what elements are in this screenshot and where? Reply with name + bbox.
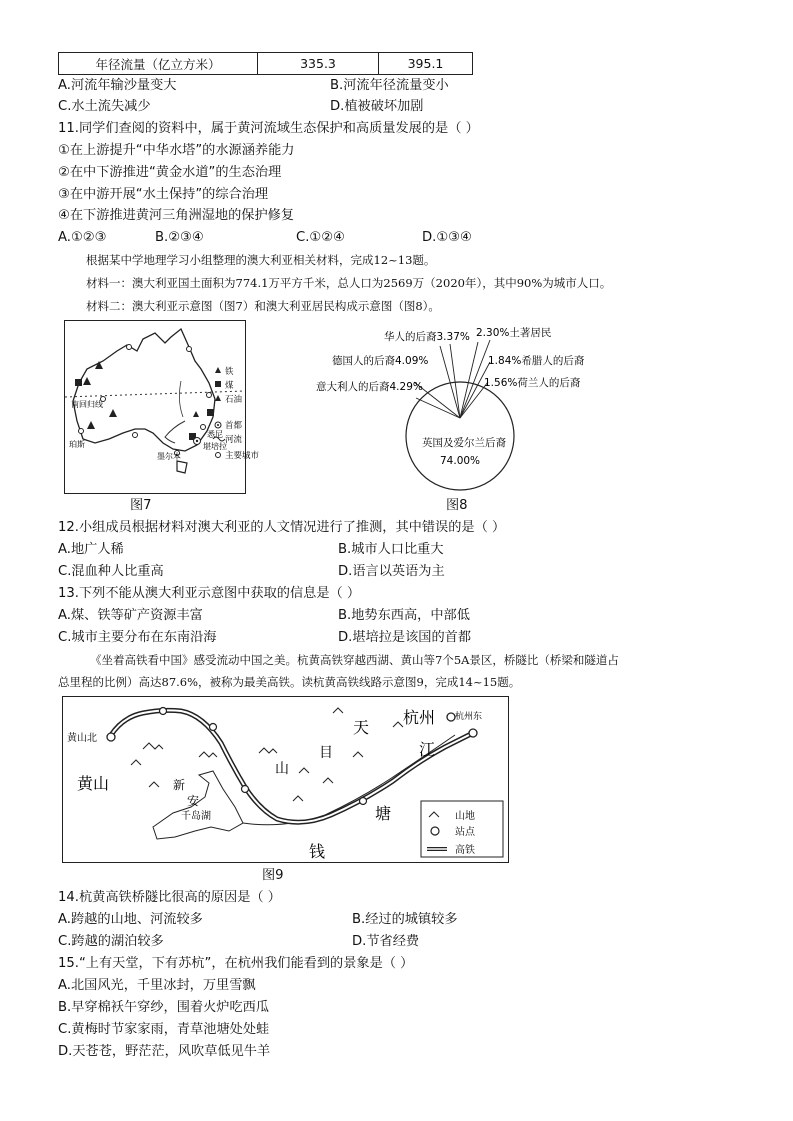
q14-stem: 14.杭黄高铁桥隧比很高的原因是（ ） (58, 890, 281, 905)
label-huangshan-north: 黄山北 (67, 733, 97, 744)
q15-option-d: D.天苍苍，野茫茫，风吹草低见牛羊 (58, 1044, 271, 1059)
iron-symbol (83, 377, 91, 385)
coal-symbol (75, 379, 82, 386)
city-dot (207, 393, 212, 398)
q11-option-a: A.①②③ (58, 230, 107, 245)
q13-option-a: A.煤、铁等矿产资源丰富 (58, 608, 203, 623)
label-qiandao: 千岛湖 (181, 811, 211, 822)
intro-14-15-line2: 总里程的比例）高达87.6%，被称为最美高铁。读杭黄高铁线路示意图9，完成14~15题。 (58, 675, 521, 689)
q10-option-d: D.植被破坏加剧 (330, 99, 424, 114)
coal-symbol (207, 409, 214, 416)
legend-mountain-label: 山地 (455, 811, 475, 822)
australia-map-drawing (65, 321, 260, 493)
label-british-pct: 74.00% (440, 455, 481, 467)
material-2: 材料二：澳大利亚示意图（图7）和澳大利亚居民构成示意图（图8）。 (86, 299, 440, 313)
label-hangzhou-east: 杭州东 (455, 712, 483, 722)
label-tian: 天 (353, 718, 370, 737)
legend-city-icon (216, 453, 221, 458)
table-value-cell: 335.3 (258, 53, 379, 75)
high-speed-rail (111, 710, 473, 822)
iron-symbol (87, 421, 95, 429)
label-german: 德国人的后裔4.09% (332, 355, 429, 367)
city-dot (133, 433, 138, 438)
high-speed-rail-inner (111, 710, 473, 822)
station (242, 786, 249, 793)
station-hangzhou-east (469, 729, 477, 737)
australia-map (64, 320, 260, 494)
legend-oil-label: 石油 (225, 395, 243, 405)
table-label-cell: 年径流量（亿立方米） (59, 53, 258, 75)
river (179, 381, 183, 417)
q15-stem: 15.“上有天堂，下有苏杭”，在杭州我们能看到的景象是（ ） (58, 956, 414, 971)
australia-outline (73, 329, 215, 451)
label-british: 英国及爱尔兰后裔 (422, 437, 506, 449)
legend-city-label: 主要城市 (225, 451, 260, 461)
fig9-caption: 图9 (262, 868, 284, 883)
q10-option-b: B.河流年径流量变小 (330, 78, 449, 93)
tasmania-outline (177, 461, 187, 473)
q11-statement-1: ①在上游提升“中华水塔”的水源涵养能力 (58, 143, 295, 158)
population-chart (300, 318, 600, 496)
q13-option-b: B.地势东西高，中部低 (338, 608, 470, 623)
station (160, 708, 167, 715)
oil-symbol (109, 409, 117, 417)
label-aboriginal: 2.30%土著居民 (476, 327, 552, 339)
legend-station-label: 站点 (455, 827, 475, 838)
fig8-caption: 图8 (446, 498, 468, 513)
label-an: 安 (187, 794, 200, 808)
station (360, 798, 367, 805)
label-qian: 钱 (309, 842, 326, 861)
q12-option-a: A.地广人稀 (58, 542, 124, 557)
q14-option-b: B.经过的城镇较多 (352, 912, 458, 927)
q13-stem: 13.下列不能从澳大利亚示意图中获取的信息是（ ） (58, 586, 361, 601)
population-pie (406, 382, 514, 490)
intro-14-15-line1: 《坐着高铁看中国》感受流动中国之美。杭黄高铁穿越西湖、黄山等7个5A景区，桥隧比（桥梁和隧道占 (90, 653, 619, 667)
q15-option-a: A.北国风光，千里冰封，万里雪飘 (58, 978, 256, 993)
oil-symbol (193, 411, 199, 417)
q11-statement-2: ②在中下游推进“黄金水道”的生态治理 (58, 165, 282, 180)
q11-option-c: C.①②④ (296, 230, 345, 245)
legend-iron-label: 铁 (225, 367, 234, 377)
legend-rail-label: 高铁 (455, 845, 475, 856)
q14-option-c: C.跨越的湖泊较多 (58, 934, 164, 949)
label-mu: 目 (319, 745, 333, 761)
q10-option-c: C.水土流失减少 (58, 99, 151, 114)
tropic-label: 南回归线 (71, 400, 103, 409)
label-xin: 新 (173, 778, 186, 792)
legend-iron-icon (215, 367, 221, 373)
legend-coal-icon (215, 381, 221, 387)
perth-label: 珀斯 (69, 440, 85, 449)
q14-option-a: A.跨越的山地、河流较多 (58, 912, 203, 927)
intro-12-13: 根据某中学地理学习小组整理的澳大利亚相关材料，完成12~13题。 (86, 253, 436, 267)
q13-option-d: D.堪培拉是该国的首都 (338, 630, 472, 645)
city-dot (79, 429, 84, 434)
fig7-caption: 图7 (130, 498, 152, 513)
q13-option-c: C.城市主要分布在东南沿海 (58, 630, 217, 645)
population-chart-drawing (300, 318, 600, 496)
material-1: 材料一：澳大利亚国土面积为774.1万平方千米，总人口为2569万（2020年），其中90%为城市人口。 (86, 276, 612, 290)
label-tang: 塘 (375, 804, 392, 823)
q14-option-d: D.节省经费 (352, 934, 420, 949)
legend-capital-dot (217, 424, 219, 426)
q12-option-b: B.城市人口比重大 (338, 542, 444, 557)
station-hangzhou (447, 713, 455, 721)
label-shan: 山 (275, 761, 289, 777)
label-chinese: 华人的后裔3.37% (384, 331, 470, 343)
q15-option-b: B.早穿棉袄午穿纱，围着火炉吃西瓜 (58, 1000, 270, 1015)
q11-option-d: D.①③④ (422, 230, 472, 245)
table-value-cell: 395.1 (379, 53, 473, 75)
sydney-label: 悉尼 (207, 430, 223, 439)
city-dot (187, 347, 192, 352)
legend-capital-label: 首都 (225, 421, 243, 431)
q12-stem: 12.小组成员根据材料对澳大利亚的人文情况进行了推测，其中错误的是（ ） (58, 520, 506, 535)
station-huangshan-north (107, 733, 115, 741)
river (165, 421, 185, 443)
label-greek: 1.84%希腊人的后裔 (488, 355, 585, 367)
table-row (59, 53, 473, 75)
q11-statement-3: ③在中游开展“水土保持”的综合治理 (58, 187, 269, 202)
canberra-label: 堪培拉 (203, 442, 227, 451)
q10-option-a: A.河流年输沙量变大 (58, 78, 177, 93)
railway-map (62, 696, 509, 863)
q12-option-c: C.混血种人比重高 (58, 564, 164, 579)
legend-oil-icon (215, 395, 221, 401)
legend-coal-label: 煤 (225, 381, 234, 391)
q11-statement-4: ④在下游推进黄河三角洲湿地的保护修复 (58, 208, 295, 223)
q12-option-d: D.语言以英语为主 (338, 564, 445, 579)
label-dutch: 1.56%荷兰人的后裔 (484, 377, 581, 389)
label-hangzhou: 杭州 (403, 708, 436, 727)
label-jiang: 江 (419, 740, 436, 759)
melbourne-label: 墨尔本 (157, 452, 181, 461)
runoff-table (58, 52, 473, 75)
station (210, 724, 217, 731)
capital-symbol (196, 440, 198, 442)
q15-option-c: C.黄梅时节家家雨，青草池塘处处蛙 (58, 1022, 270, 1037)
railway-map-drawing (63, 697, 508, 862)
label-huangshan: 黄山 (77, 774, 110, 793)
city-dot (201, 425, 206, 430)
city-dot (127, 345, 132, 350)
q11-stem: 11.同学们查阅的资料中，属于黄河流域生态保护和高质量发展的是（ ） (58, 121, 479, 136)
q11-option-b: B.②③④ (155, 230, 204, 245)
label-italian: 意大利人的后裔4.29% (316, 381, 423, 393)
legend-river-label: 河流 (225, 435, 243, 445)
legend-station-icon (431, 827, 439, 835)
